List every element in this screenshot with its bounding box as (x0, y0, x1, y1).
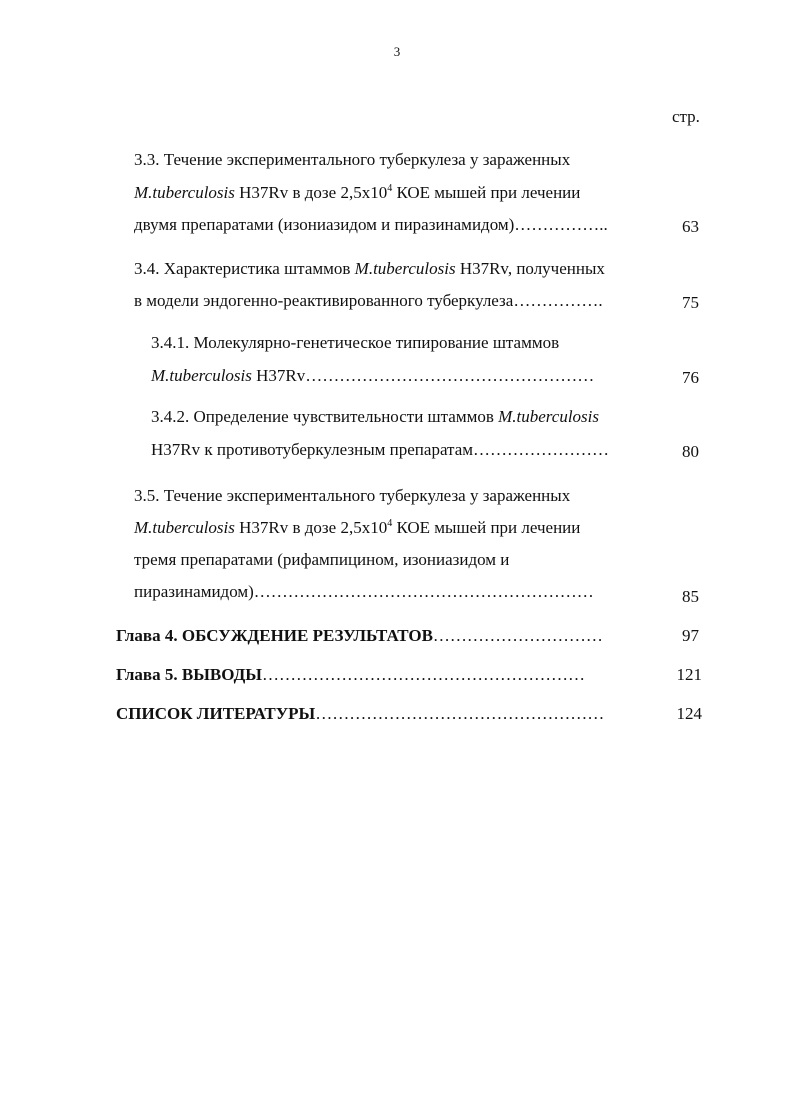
toc-entry-3-4-line2: в модели эндогенно-реактивированного туберкулеза……………. (134, 291, 603, 310)
organism-name: M.tuberculosis (151, 366, 252, 385)
toc-entry-3-4-line1: 3.4. Характеристика штаммов M.tuberculosis H37Rv, полученных (134, 259, 605, 278)
exponent: 4 (387, 518, 393, 529)
toc-chapter-4-title: Глава 4. ОБСУЖДЕНИЕ РЕЗУЛЬТАТОВ (116, 626, 433, 645)
toc-entry-3-3-page: 63 (682, 217, 699, 236)
toc-entry-3-3-line3: двумя препаратами (изониазидом и пиразинамидом)…………….. (134, 215, 608, 234)
toc-entry-3-4-2-page: 80 (682, 442, 699, 461)
page-number: 3 (393, 44, 401, 59)
exponent: 4 (387, 183, 393, 194)
toc-references-line (116, 704, 604, 724)
toc-chapter-4-line (116, 626, 603, 646)
organism-name: M.tuberculosis (498, 407, 599, 426)
toc-chapter-4-page: 97 (682, 626, 699, 645)
leader-dots: …………………………………………… (315, 704, 605, 723)
toc-entry-3-3-line1: 3.3. Течение экспериментального туберкулеза у зараженных (134, 150, 571, 169)
leader-dots: ………………………………………………… (262, 665, 586, 684)
toc-entry-3-3-line2: M.tuberculosis H37Rv в дозе $2,5x10^4$ КОЕ мышей при лечении (134, 183, 581, 202)
page-column-label: стр. (672, 107, 700, 126)
organism-name: M.tuberculosis (354, 259, 456, 278)
toc-references-page: 124 (676, 704, 702, 723)
toc-entry-3-5-line4: пиразинамидом)…………………………………………………… (134, 582, 594, 601)
toc-entry-3-5-page: 85 (682, 587, 699, 606)
toc-entry-3-4-page: 75 (682, 293, 699, 312)
toc-entry-3-4-2-line1: 3.4.2. Определение чувствительности штаммов M.tuberculosis (151, 407, 599, 426)
toc-entry-3-4-1-page: 76 (682, 368, 699, 387)
toc-entry-3-5-line1: 3.5. Течение экспериментального туберкулеза у зараженных (134, 486, 571, 505)
toc-entry-3-4-1-line1: 3.4.1. Молекулярно-генетическое типирование штаммов (151, 333, 560, 352)
toc-chapter-5-page: 121 (676, 665, 702, 684)
toc-chapter-5-line (116, 665, 585, 685)
toc-entry-3-4-1-line2: M.tuberculosis H37Rv…………………………………………… (151, 366, 595, 385)
toc-references-title: СПИСОК ЛИТЕРАТУРЫ (116, 704, 316, 723)
toc-chapter-5-title: Глава 5. ВЫВОДЫ (116, 665, 263, 684)
organism-name: M.tuberculosis (134, 183, 235, 202)
organism-name: M.tuberculosis (134, 518, 235, 537)
toc-entry-3-4-2-line2: H37Rv к противотуберкулезным препаратам…………………… (151, 440, 609, 459)
leader-dots: ………………………… (432, 626, 603, 645)
toc-entry-3-5-line2: M.tuberculosis H37Rv в дозе $2,5x10^4$ КОЕ мышей при лечении (134, 518, 581, 537)
toc-entry-3-5-line3: тремя препаратами (рифампицином, изониазидом и (134, 550, 510, 569)
